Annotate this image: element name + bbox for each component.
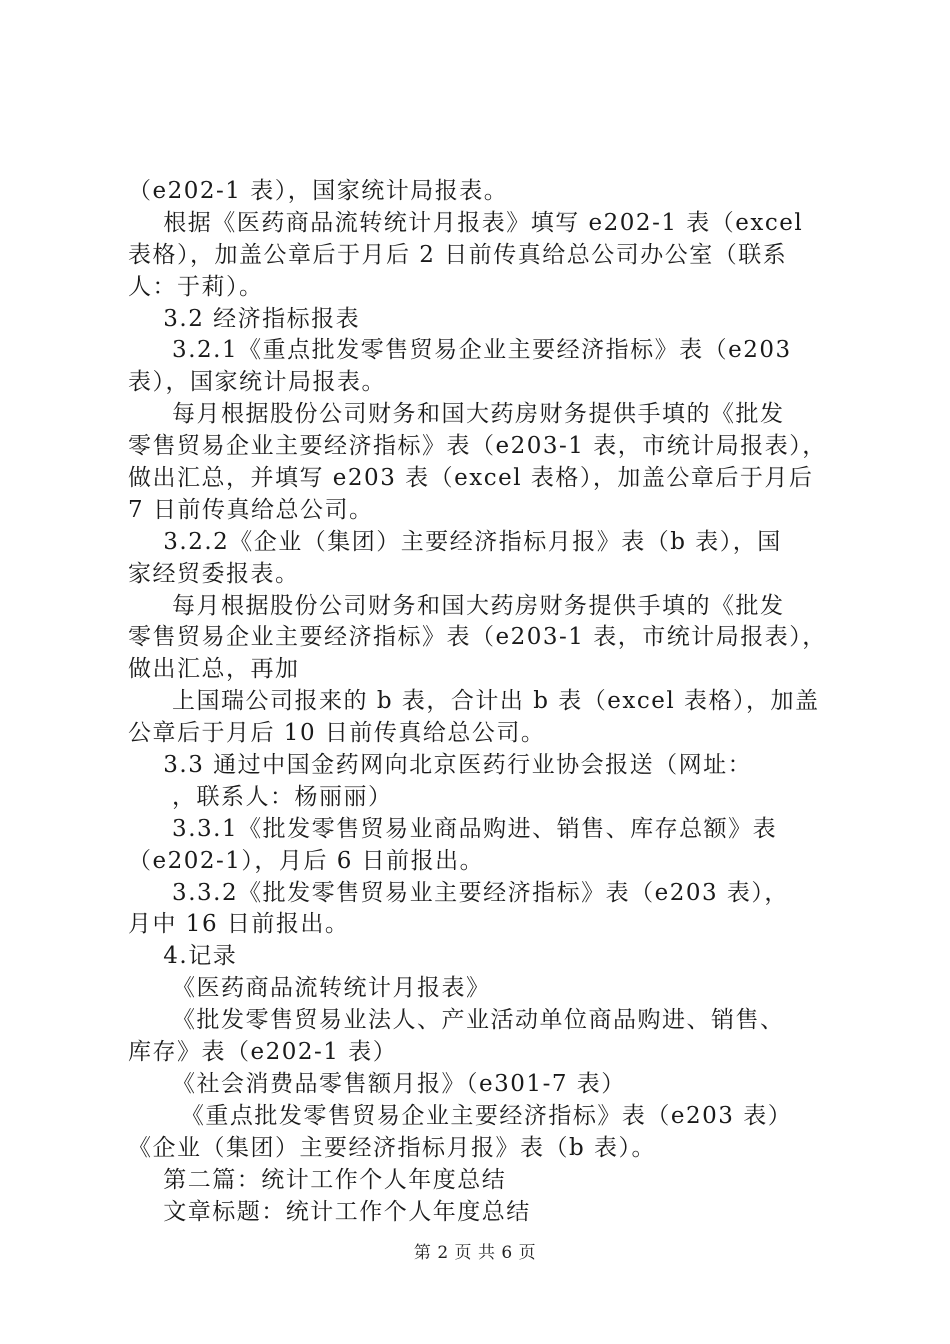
text-line: 7 日前传真给总公司。 bbox=[128, 496, 374, 523]
text-line: 公章后于月后 10 日前传真给总公司。 bbox=[128, 720, 546, 747]
section-heading: 4.记录 bbox=[128, 943, 238, 970]
text-line: 每月根据股份公司财务和国大药房财务提供手填的《批发 bbox=[128, 592, 785, 619]
text-line: 根据《医药商品流转统计月报表》填写 e202-1 表（excel bbox=[128, 209, 804, 236]
text-line: （e202-1 表），国家统计局报表。 bbox=[128, 178, 509, 204]
text-line: 每月根据股份公司财务和国大药房财务提供手填的《批发 bbox=[128, 401, 785, 428]
page-number-footer: 第 2 页 共 6 页 bbox=[413, 1243, 537, 1263]
text-line: 《企业（集团）主要经济指标月报》表（b 表）。 bbox=[128, 1134, 657, 1161]
text-line: 月中 16 日前报出。 bbox=[128, 911, 350, 938]
text-line: （e202-1），月后 6 日前报出。 bbox=[128, 847, 485, 874]
text-line: 《重点批发零售贸易企业主要经济指标》表（e203 表） bbox=[128, 1102, 793, 1129]
text-line: 做出汇总，再加 bbox=[128, 656, 300, 683]
article-title: 文章标题：统计工作个人年度总结 bbox=[128, 1198, 531, 1225]
text-line: 《医药商品流转统计月报表》 bbox=[128, 975, 491, 1002]
section-heading: 3.3 通过中国金药网向北京医药行业协会报送（网址： bbox=[128, 752, 753, 779]
text-line: 《社会消费品零售额月报》（e301-7 表） bbox=[128, 1070, 626, 1097]
document-body bbox=[128, 176, 840, 1228]
text-line: 3.3.2《批发零售贸易业主要经济指标》表（e203 表）， bbox=[128, 879, 789, 906]
text-line: 《批发零售贸易业法人、产业活动单位商品购进、销售、 bbox=[128, 1007, 785, 1034]
text-line: 3.3.1《批发零售贸易业商品购进、销售、库存总额》表 bbox=[128, 815, 778, 842]
section-heading: 3.2 经济指标报表 bbox=[128, 305, 361, 332]
text-line: 表），国家统计局报表。 bbox=[128, 369, 386, 396]
text-line: 零售贸易企业主要经济指标》表（e203-1 表，市统计局报表）， bbox=[128, 433, 827, 460]
text-line: ，联系人：杨丽丽） bbox=[128, 783, 393, 810]
text-line: 上国瑞公司报来的 b 表，合计出 b 表（excel 表格），加盖 bbox=[128, 688, 820, 715]
text-line: 表格），加盖公章后于月后 2 日前传真给总公司办公室（联系 bbox=[128, 241, 788, 268]
text-line: 人：于莉）。 bbox=[128, 273, 264, 300]
text-line: 3.2.1《重点批发零售贸易企业主要经济指标》表（e203 bbox=[128, 337, 792, 364]
chapter-title: 第二篇：统计工作个人年度总结 bbox=[128, 1166, 507, 1193]
text-line: 库存》表（e202-1 表） bbox=[128, 1039, 398, 1066]
text-line: 零售贸易企业主要经济指标》表（e203-1 表，市统计局报表）， bbox=[128, 624, 827, 651]
text-line: 3.2.2《企业（集团）主要经济指标月报》表（b 表），国 bbox=[128, 528, 782, 555]
text-line: 做出汇总，并填写 e203 表（excel 表格），加盖公章后于月后 bbox=[128, 465, 814, 492]
text-line: 家经贸委报表。 bbox=[128, 560, 300, 587]
